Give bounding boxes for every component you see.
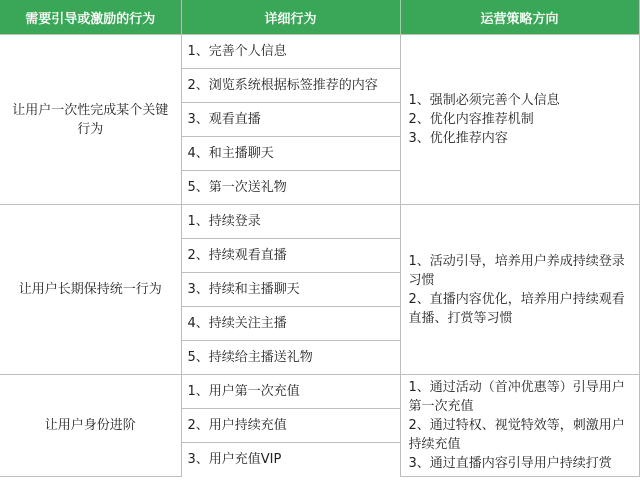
strategy-line: 1、强制必须完善个人信息 xyxy=(408,93,560,108)
strategy-line: 2、直播内容优化，培养用户持续观看直播、打赏等习惯 xyxy=(408,291,625,326)
strategy-line: 1、通过活动（首冲优惠等）引导用户第一次充值 xyxy=(408,379,625,414)
detail-cell: 4、和主播聊天 xyxy=(181,137,400,171)
strategy-line: 2、通过特权、视觉特效等，刺激用户持续充值 xyxy=(408,417,625,452)
detail-cell: 5、持续给主播送礼物 xyxy=(181,341,400,375)
detail-cell: 1、用户第一次充值 xyxy=(181,375,400,409)
detail-cell: 4、持续关注主播 xyxy=(181,307,400,341)
header-behavior: 需要引导或激励的行为 xyxy=(0,0,181,35)
header-strategy: 运营策略方向 xyxy=(400,0,639,35)
detail-cell: 3、观看直播 xyxy=(181,103,400,137)
detail-cell: 3、用户充值VIP xyxy=(181,443,400,477)
detail-cell: 3、持续和主播聊天 xyxy=(181,273,400,307)
strategy-cell xyxy=(400,35,639,205)
strategy-cell xyxy=(400,205,639,375)
group-behavior-cell: 让用户长期保持统一行为 xyxy=(0,205,181,375)
detail-cell: 5、第一次送礼物 xyxy=(181,171,400,205)
table-row xyxy=(0,205,639,239)
group-behavior-cell: 让用户一次性完成某个关键行为 xyxy=(0,35,181,205)
group-behavior-cell: 让用户身份进阶 xyxy=(0,375,181,477)
detail-cell: 2、持续观看直播 xyxy=(181,239,400,273)
table-header-row xyxy=(0,0,639,35)
strategy-line: 3、通过直播内容引导用户持续打赏 xyxy=(408,455,612,471)
detail-cell: 1、完善个人信息 xyxy=(181,35,400,69)
detail-cell: 2、浏览系统根据标签推荐的内容 xyxy=(181,69,400,103)
strategy-line: 3、优化推荐内容 xyxy=(408,131,508,146)
detail-cell: 1、持续登录 xyxy=(181,205,400,239)
strategy-line: 1、活动引导，培养用户养成持续登录习惯 xyxy=(408,253,625,288)
strategy-cell xyxy=(400,375,639,477)
header-details: 详细行为 xyxy=(181,0,400,35)
strategy-line: 2、优化内容推荐机制 xyxy=(408,112,534,127)
detail-cell: 2、用户持续充值 xyxy=(181,409,400,443)
table-row xyxy=(0,375,639,409)
table-row xyxy=(0,35,639,69)
